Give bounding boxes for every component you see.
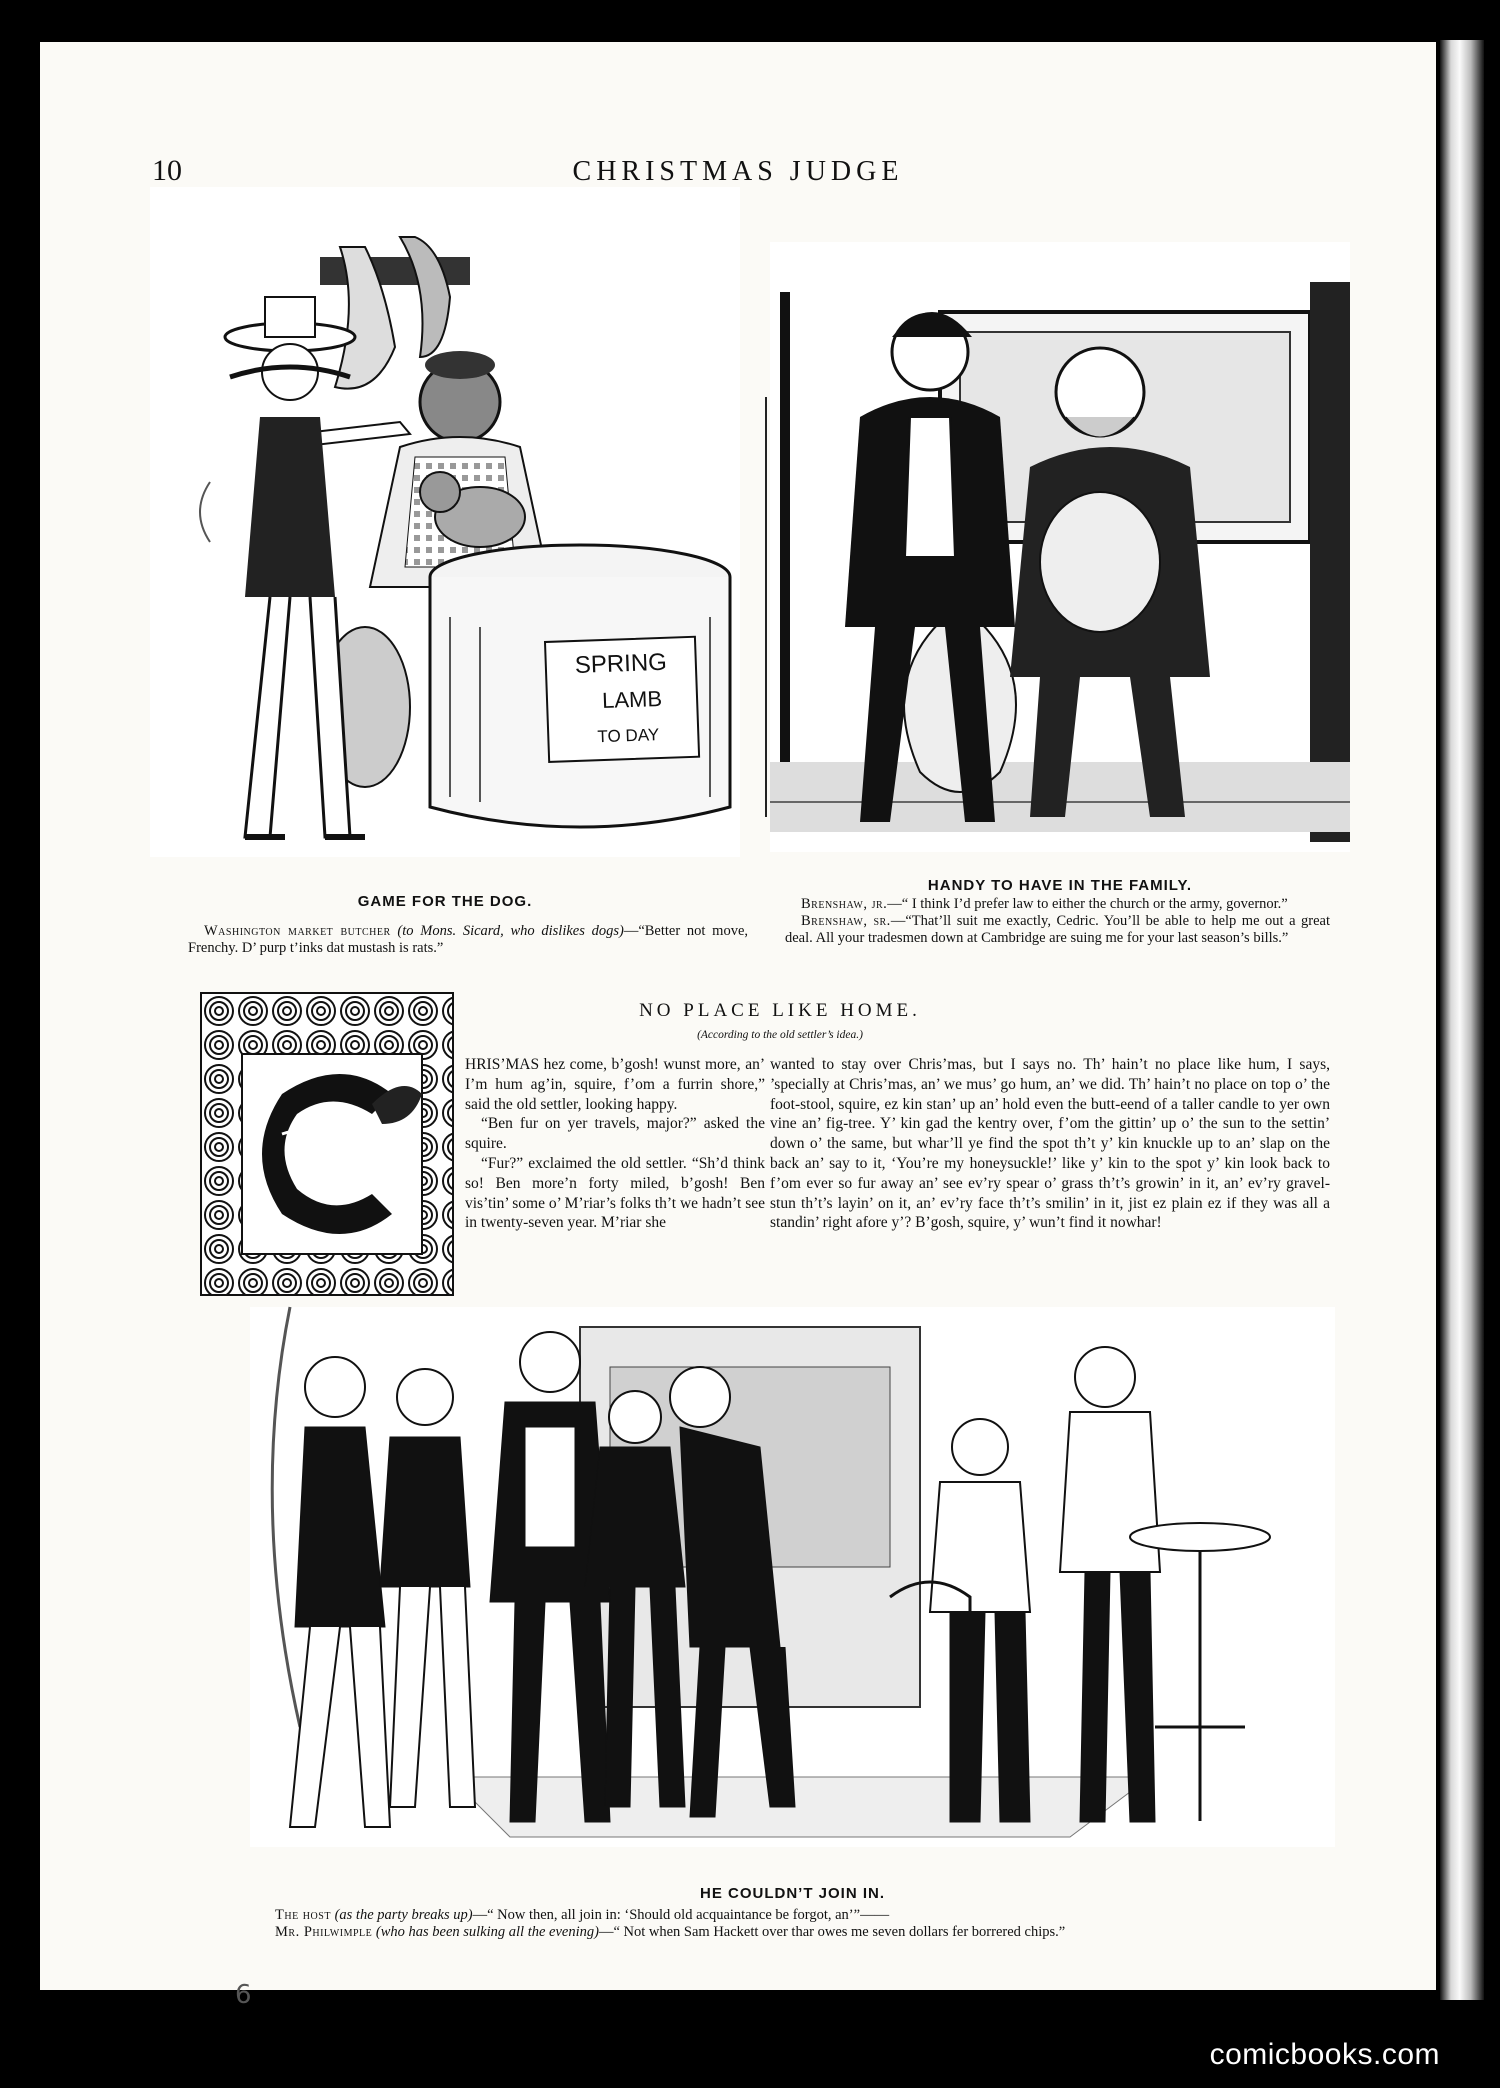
sign-line-2: LAMB (601, 685, 663, 714)
cartoon1-speaker: Washington market butcher (204, 923, 391, 939)
cartoon2-speaker-2: Brenshaw, sr. (801, 913, 891, 929)
cartoon2-line-2 (785, 913, 1330, 947)
cartoon3-line-1 (275, 1907, 1335, 1924)
cartoon3-text-1: —“ Now then, all join in: ‘Should old acquaintance be forgot, an’”—— (472, 1907, 890, 1923)
article-col1-para-2: “Ben fur on yer travels, major?” asked the squire. (465, 1115, 765, 1153)
cartoon3-direction-1: (as the party breaks up) (334, 1907, 473, 1923)
cartoon3-line-2 (275, 1924, 1335, 1941)
butcher-illustration (150, 187, 740, 857)
father-son-illustration (770, 242, 1350, 852)
pencil-mark: 6 (235, 1980, 252, 2010)
dropcap-c-icon (202, 994, 452, 1294)
cartoon3-direction-2: (who has been sulking all the evening) (375, 1924, 599, 1940)
article-col2-text: wanted to stay over Chris’mas, but I says no. Th’ hain’t no place like hum, I says, ’specially at Chris’mas, an’ we mus’ go hum, an’ we did. Th’ hain’t no place on top o’ the foot-stool, squire, ez kin stan’ up an’ hold even the butt-eend of a taller candle to yer own vine an’ fig-tree. Y’ kin gad the kentry over, f’om the gittin’ up o’ the sun to the settin’ down o’ the same, but whar’ll ye find the spot th’t y’ kin knuckle up to an’ slap on the back an’ say to it, ‘You’re my honeysuckle!’ like y’ kin to the spot y’ kin look back to f’om ever so fur away an’ see ev’ry spear o’ grass th’t’s growin’ in it, an’ ev’ry gravel-stun th’t’s layin’ on it, an’ ev’ry face th’t’s smilin’ in it, jist ez plain ez if they was all a standin’ right afore y’? B’gosh, squire, y’ wun’t find it nowhar! (770, 1056, 1330, 1232)
article-col1-para-3: “Fur?” exclaimed the old settler. “Sh’d think so! Ben more’n forty miled, b’gosh! Ben vis’tin’ some o’ M’riar’s folks th’t we hadn’t see in twenty-seven year. M’riar she (465, 1154, 765, 1232)
cartoon2-text-1: —“ I think I’d prefer law to either the church or the army, governor.” (887, 896, 1288, 912)
cartoon3-caption (275, 1907, 1335, 1941)
cartoon3-speaker-1: The host (275, 1907, 331, 1923)
article-subtitle: (According to the old settler’s idea.) (697, 1029, 863, 1041)
cartoon1-title: GAME FOR THE DOG. (357, 893, 533, 910)
magazine-page (40, 42, 1436, 2010)
cartoon2-caption (785, 896, 1330, 947)
column-divider (765, 397, 767, 817)
watermark-brand: comicbooks.com (1209, 2038, 1440, 2071)
dropcap-c-ornament (200, 992, 454, 1296)
cartoon3-text-2: —“ Not when Sam Hackett over thar owes me seven dollars fer borrered chips.” (598, 1924, 1066, 1940)
butcher-scene-drawing (150, 187, 740, 857)
cartoon1-quote: —“Better not move, Frenchy. D’ purp t’inks dat mustash is rats.” (188, 923, 749, 956)
sign-line-1: SPRING (574, 648, 668, 679)
cartoon2-speaker-1: Brenshaw, jr. (801, 896, 888, 912)
father-son-scene-drawing (770, 242, 1350, 852)
party-illustration (250, 1307, 1335, 1847)
article-title: NO PLACE LIKE HOME. (639, 1000, 921, 1021)
cartoon1-caption (188, 923, 748, 957)
page-number: 10 (152, 154, 182, 187)
article-col1-para-1: HRIS’MAS hez come, b’gosh! wunst more, an’ I’m hum ag’in, squire, f’om a furrin shore,” said the old settler, looking happy. (465, 1056, 765, 1113)
article-column-2 (770, 1055, 1330, 1233)
cartoon2-line-1 (785, 896, 1330, 913)
cartoon1-direction: (to Mons. Sicard, who dislikes dogs) (397, 923, 624, 939)
page-spine (1440, 40, 1484, 2000)
cartoon2-title: HANDY TO HAVE IN THE FAMILY. (927, 877, 1193, 894)
cartoon3-speaker-2: Mr. Philwimple (275, 1924, 373, 1940)
article-column-1 (465, 1055, 765, 1233)
cartoon3-title: HE COULDN’T JOIN IN. (699, 1885, 885, 1902)
sign-line-3: TO DAY (597, 725, 660, 747)
cartoon2-text-2: —“That’ll suit me exactly, Cedric. You’ll be able to help me out a great deal. All your tradesmen down at Cambridge are suing me for your last season’s bills.” (785, 913, 1330, 946)
running-head: CHRISTMAS JUDGE (572, 156, 904, 187)
party-scene-drawing (250, 1307, 1335, 1847)
